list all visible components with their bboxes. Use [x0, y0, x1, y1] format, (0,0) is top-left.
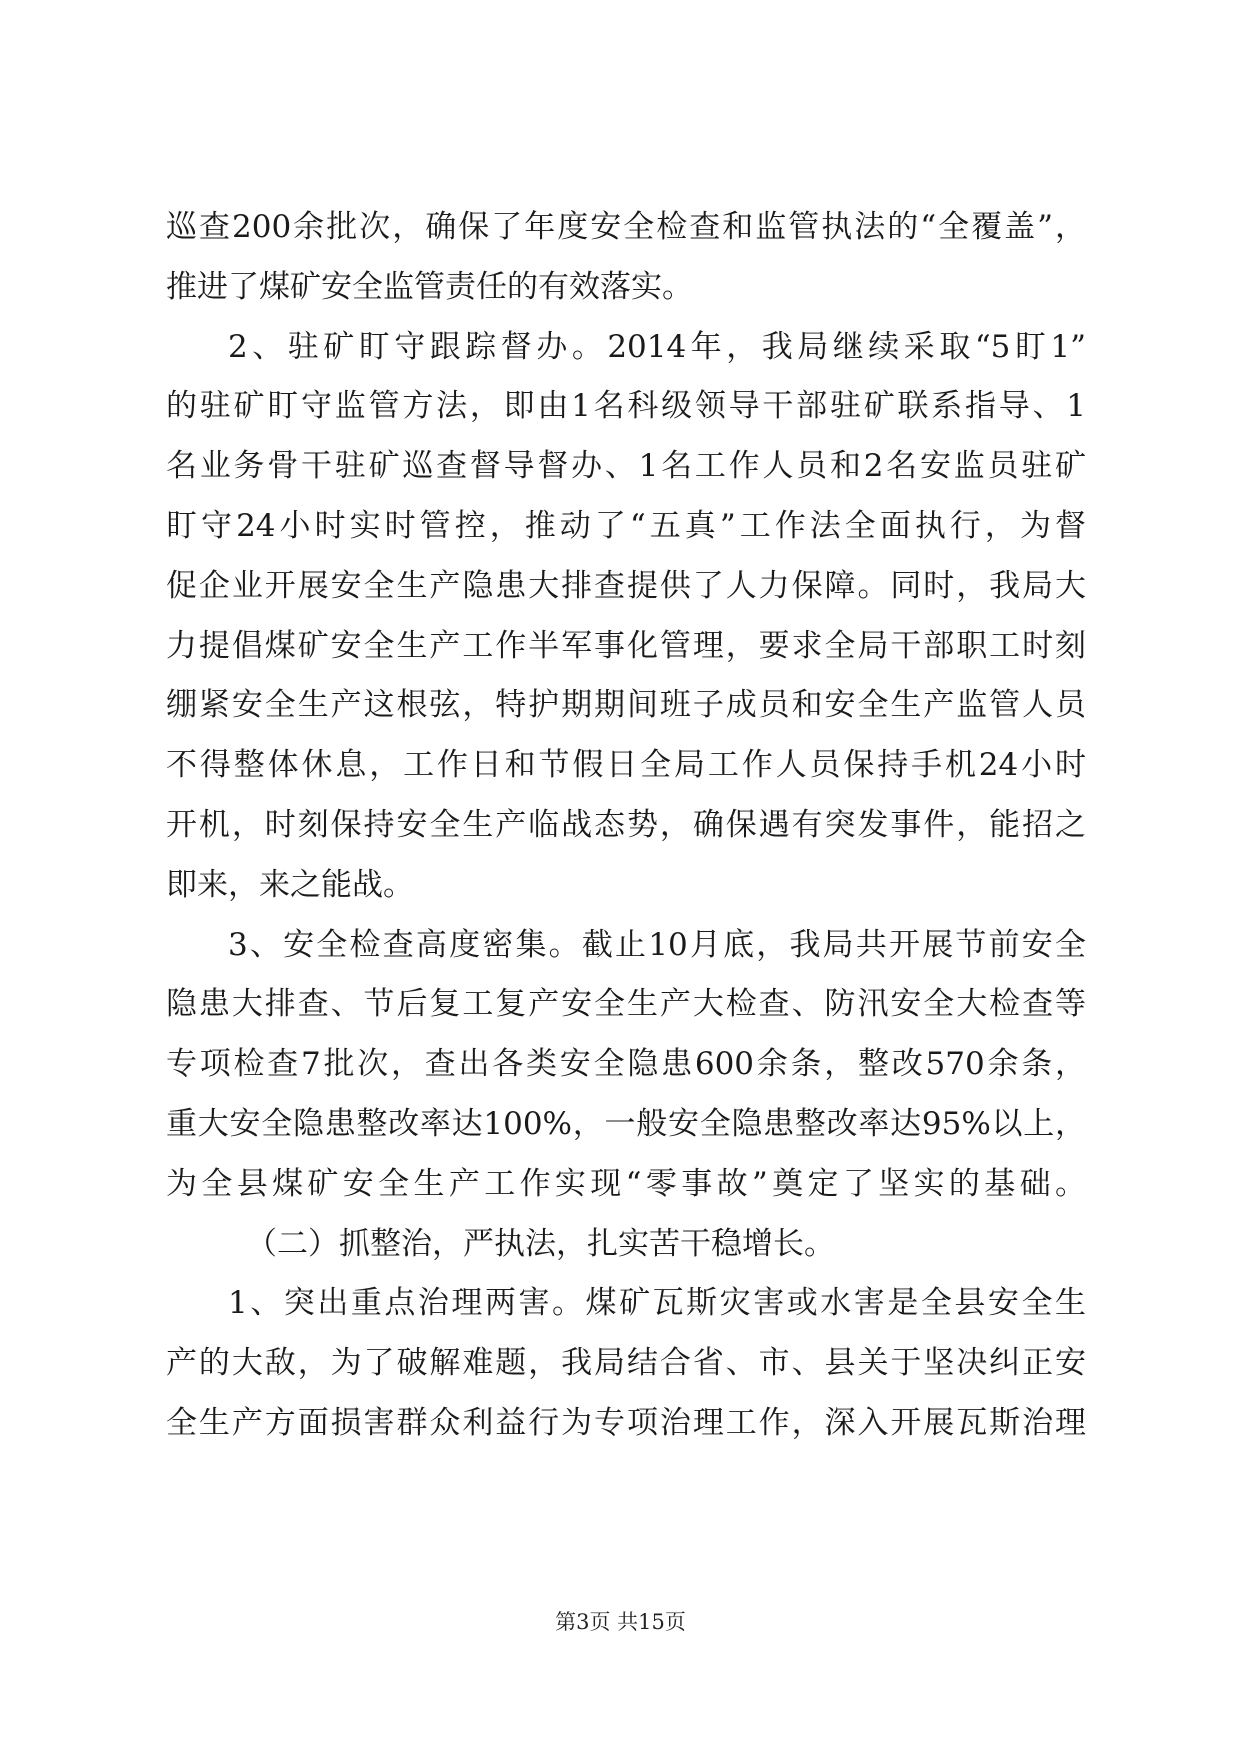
text-line: 名业务骨干驻矿巡查督导督办、1名工作人员和2名安监员驻矿: [166, 448, 1086, 485]
text-line: 全生产方面损害群众利益行为专项治理工作，深入开展瓦斯治理: [166, 1404, 1086, 1441]
text-line: 不得整体休息，工作日和节假日全局工作人员保持手机24小时: [166, 747, 1086, 784]
text-line: 1、突出重点治理两害。煤矿瓦斯灾害或水害是全县安全生: [228, 1285, 1086, 1322]
text-line: 巡查200余批次，确保了年度安全检查和监管执法的“全覆盖”，: [166, 209, 1086, 245]
text-line: 绷紧安全生产这根弦，特护期期间班子成员和安全生产监管人员: [166, 687, 1086, 724]
section-heading: （二）抓整治，严执法，扎实苦干稳增长。: [246, 1225, 835, 1262]
text-line: 力提倡煤矿安全生产工作半军事化管理，要求全局干部职工时刻: [166, 627, 1086, 664]
text-line: 推进了煤矿安全监管责任的有效落实。: [166, 268, 693, 305]
text-line: 专项检查7批次，查出各类安全隐患600余条，整改570余条，: [166, 1046, 1086, 1083]
text-line: 2、驻矿盯守跟踪督办。2014年，我局继续采取“5盯1”: [228, 328, 1086, 365]
text-line: 产的大敌，为了破解难题，我局结合省、市、县关于坚决纠正安: [166, 1345, 1086, 1382]
text-line: 3、安全检查高度密集。截止10月底，我局共开展节前安全: [228, 926, 1086, 963]
text-line: 为全县煤矿安全生产工作实现“零事故”奠定了坚实的基础。: [166, 1165, 1086, 1202]
text-line: 即来，来之能战。: [166, 866, 414, 903]
document-body: [166, 198, 1086, 1454]
text-line: 开机，时刻保持安全生产临战态势，确保遇有突发事件，能招之: [166, 806, 1086, 843]
text-line: 重大安全隐患整改率达100%，一般安全隐患整改率达95%以上，: [166, 1105, 1086, 1142]
text-line: 盯守24小时实时管控，推动了“五真”工作法全面执行，为督: [166, 507, 1086, 544]
text-line: 促企业开展安全生产隐患大排查提供了人力保障。同时，我局大: [166, 567, 1086, 604]
page-number: 第3页 共15页: [555, 1610, 686, 1634]
text-line: 的驻矿盯守监管方法，即由1名科级领导干部驻矿联系指导、1: [166, 388, 1086, 425]
text-line: 隐患大排查、节后复工复产安全生产大检查、防汛安全大检查等: [166, 986, 1086, 1023]
